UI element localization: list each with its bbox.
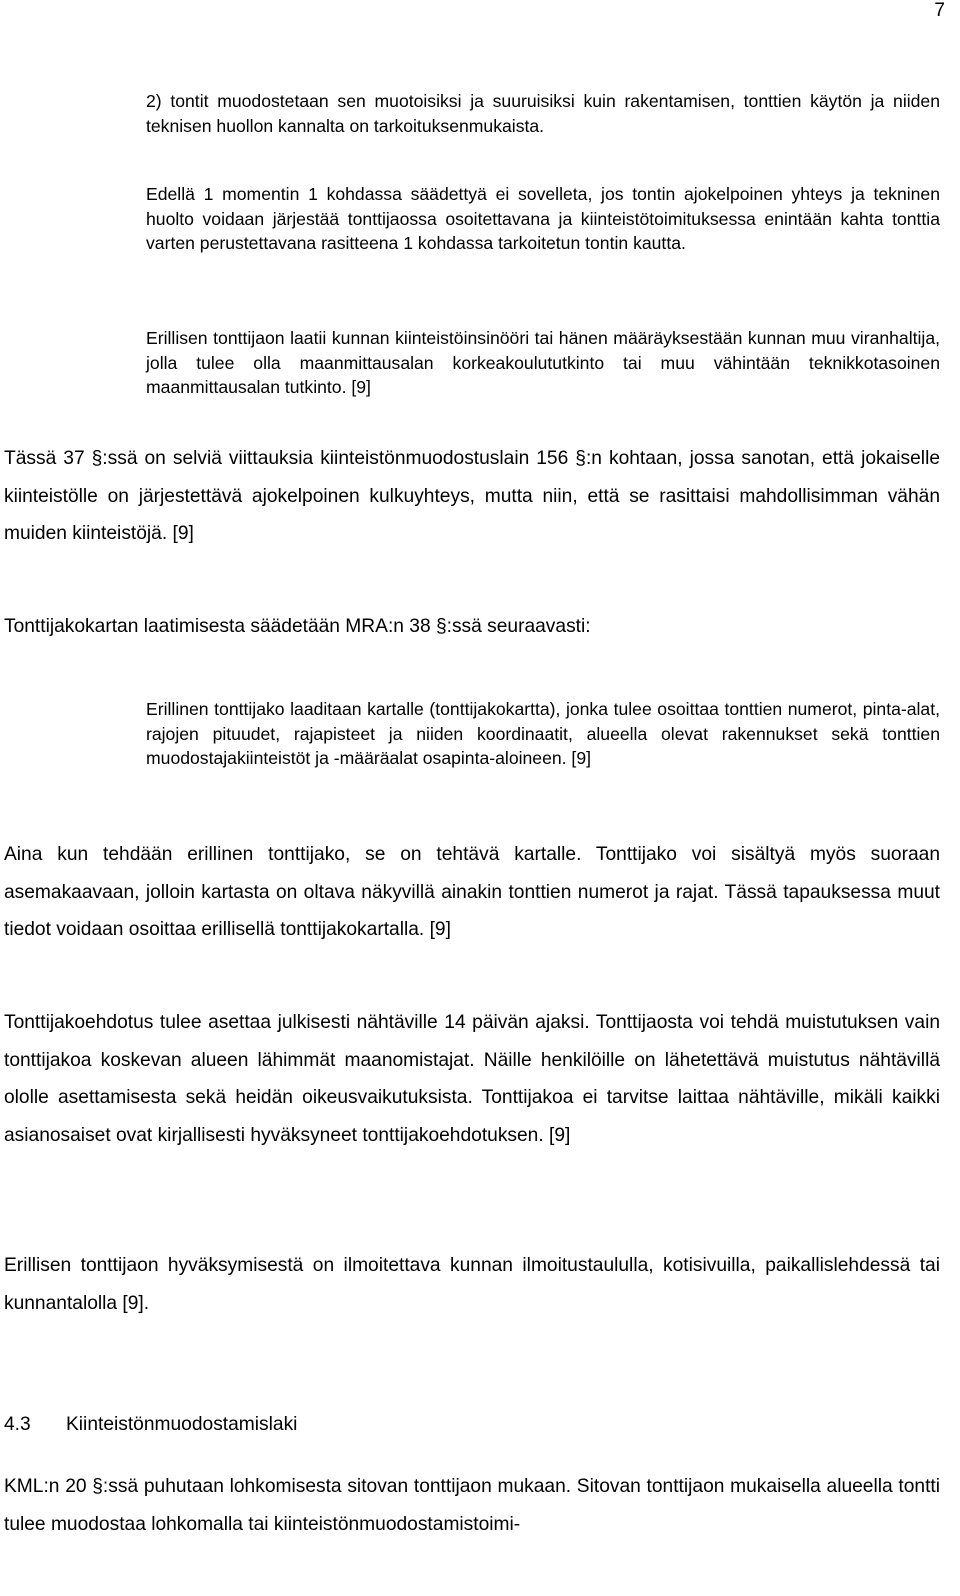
section-heading bbox=[4, 1412, 297, 1438]
paragraph-announcement bbox=[4, 1247, 940, 1322]
paragraph-text: 2) tontit muodostetaan sen muotoisiksi ja suuruisiksi kuin rakentamisen, tonttien käytön ja niiden teknisen huollon kannalta on tarkoituksenmukaista. bbox=[146, 91, 940, 136]
paragraph-text: Tonttijakokartan laatimisesta säädetään MRA:n 38 §:ssä seuraavasti: bbox=[4, 616, 591, 637]
paragraph-text: Tonttijakoehdotus tulee asettaa julkisesti nähtäville 14 päivän ajaksi. Tonttijaosta voi tehdä muistutuksen vain tonttijakoa koskevan alueen lähimmät maanomistajat. Näille henkilöille on lähetettävä muistutus nähtävillä ololle asettamisesta sekä heidän oikeusvaikutuksista. Tonttijakoa ei tarvitse laittaa nähtäville, mikäli kaikki asianosaiset ovat kirjallisesti hyväksyneet tonttijakoehdotuksen. [9] bbox=[4, 1012, 940, 1146]
paragraph-public-display bbox=[4, 1004, 940, 1154]
paragraph-text: Erillisen tonttijaon laatii kunnan kiinteistöinsinööri tai hänen määräyksestään kunnan muu viranhaltija, jolla tulee olla maanmittausalan korkeakoulututkinto tai muu vähintään teknikkotasoinen maanmittausalan tutkinto. [9] bbox=[146, 328, 940, 398]
paragraph-kml-clipped bbox=[4, 1468, 940, 1596]
paragraph-text: Aina kun tehdään erillinen tonttijako, se on tehtävä kartalle. Tonttijako voi sisältyä myös suoraan asemakaavaan, jolloin kartasta on oltava näkyvillä ainakin tonttien numerot ja rajat. Tässä tapauksessa muut tiedot voidaan osoittaa erillisellä tonttijakokartalla. [9] bbox=[4, 844, 940, 940]
section-number: 4.3 bbox=[4, 1414, 31, 1435]
paragraph-text: Erillisen tonttijaon hyväksymisestä on ilmoitettava kunnan ilmoitustaululla, kotisivuilla, paikallislehdessä tai kunnantalolla [9]. bbox=[4, 1255, 940, 1314]
paragraph-law-item-2 bbox=[146, 89, 940, 138]
paragraph-text: Tässä 37 §:ssä on selviä viittauksia kiinteistönmuodostuslain 156 §:n kohtaan, jossa sanotan, että jokaiselle kiinteistölle on järjestettävä ajokelpoinen kulkuyhteys, mutta niin, että se rasittaisi mahdollisimman vähän muiden kiinteistöjä. [9] bbox=[4, 448, 940, 544]
paragraph-text: Edellä 1 momentin 1 kohdassa säädettyä ei sovelleta, jos tontin ajokelpoinen yhteys ja tekninen huolto voidaan järjestää tonttijaossa osoitettavana ja kiinteistötoimituksessa enintään kahta tonttia varten perustettavana rasitteena 1 kohdassa tarkoitetun tontin kautta. bbox=[146, 184, 940, 254]
paragraph-text: KML:n 20 §:ssä puhutaan lohkomisesta sitovan tonttijaon mukaan. Sitovan tonttijaon mukaisella alueella tontti tulee muodostaa lohkomalla tai kiinteistönmuodostamistoimi- bbox=[4, 1476, 940, 1535]
paragraph-law-exception bbox=[146, 182, 940, 256]
paragraph-reference-kml bbox=[4, 440, 940, 553]
paragraph-map-requirement bbox=[4, 836, 940, 949]
paragraph-mra-intro bbox=[4, 608, 940, 646]
page-number: 7 bbox=[934, 0, 945, 21]
paragraph-law-author bbox=[146, 326, 940, 400]
paragraph-text: Erillinen tonttijako laaditaan kartalle (tonttijakokartta), jonka tulee osoittaa tonttien numerot, pinta-alat, rajojen pituudet, rajapisteet ja niiden koordinaatit, alueella olevat rakennukset sekä tonttien muodostajakiinteistöt ja -määräalat osapinta-aloineen. [9] bbox=[146, 699, 940, 769]
section-title: Kiinteistönmuodostamislaki bbox=[66, 1414, 298, 1435]
paragraph-mra-quote bbox=[146, 697, 940, 771]
